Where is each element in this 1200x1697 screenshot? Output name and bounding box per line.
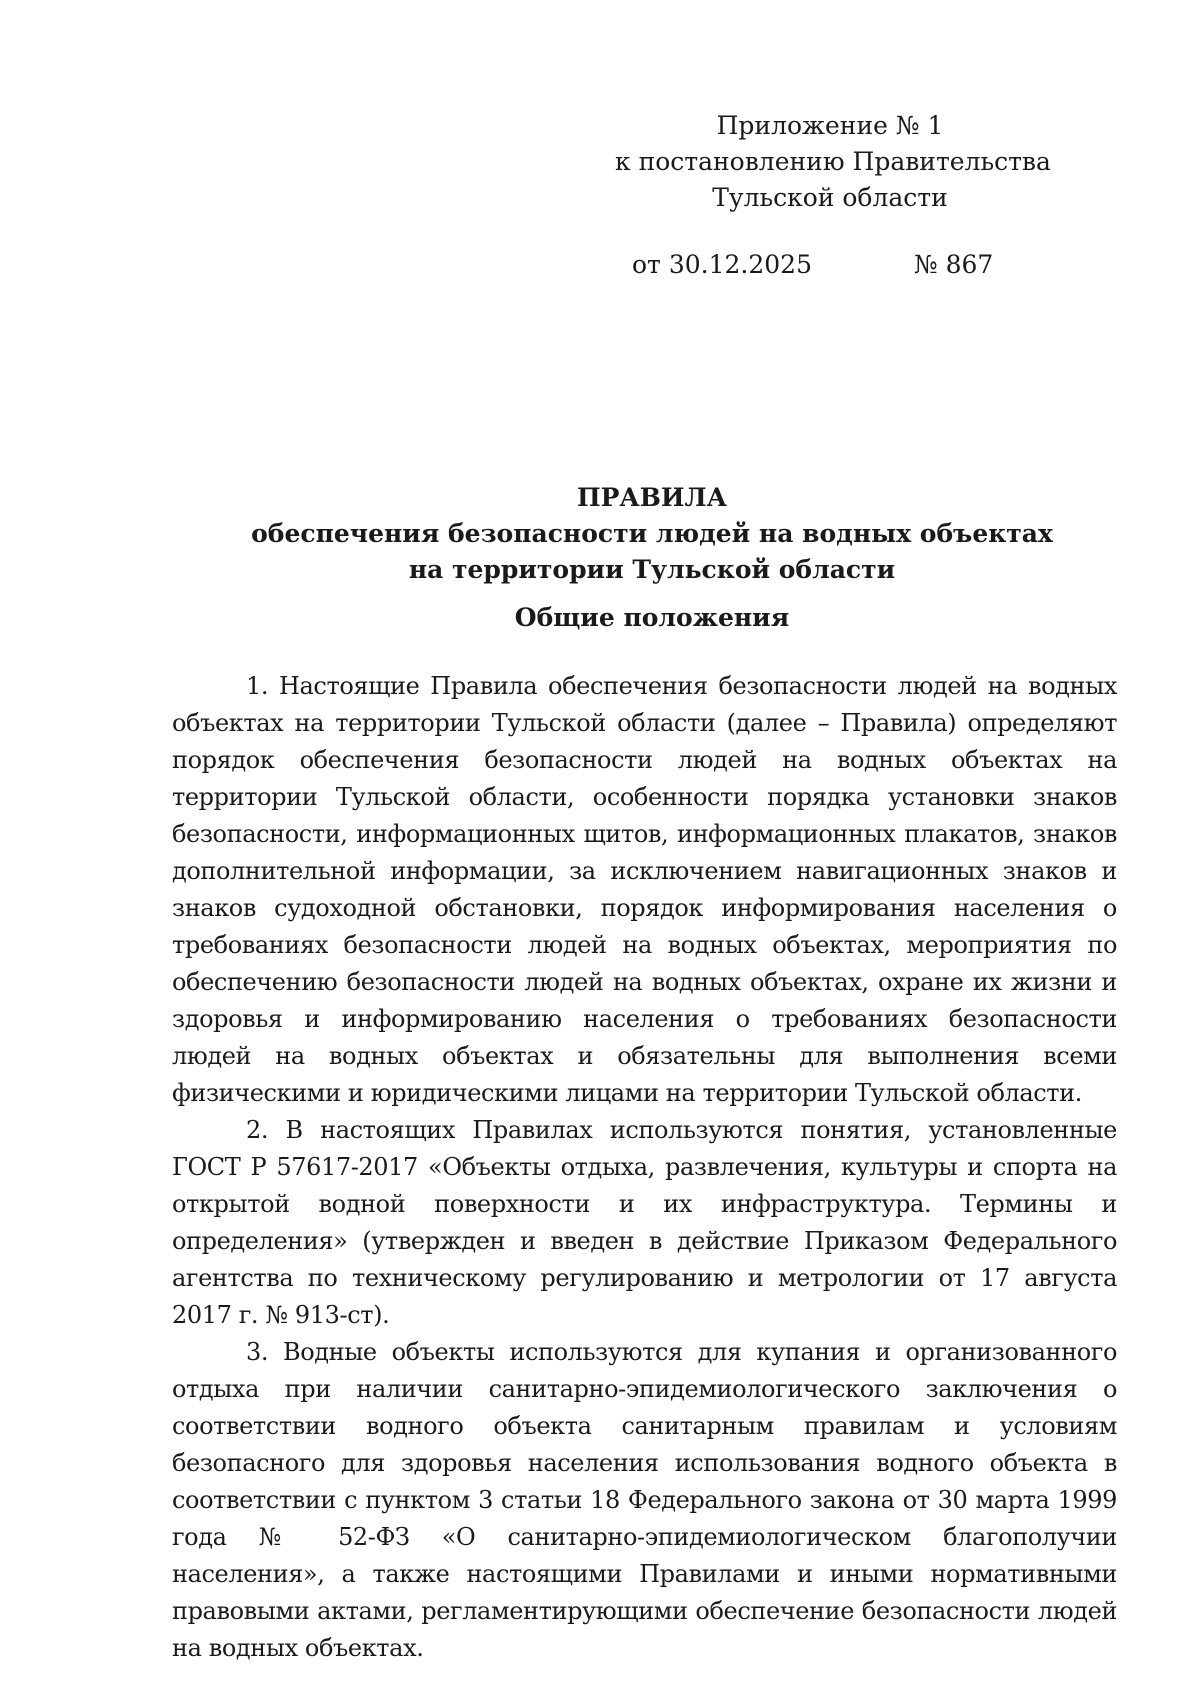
annex-resolution-ref: к постановлению Правительства xyxy=(615,147,1051,176)
document-title xyxy=(172,480,1132,588)
title-heading: ПРАВИЛА xyxy=(577,483,727,512)
annex-region: Тульской области xyxy=(712,183,948,212)
resolution-date-line xyxy=(632,247,1032,283)
annex-number: Приложение № 1 xyxy=(716,111,944,140)
section-heading: Общие положения xyxy=(514,603,790,632)
paragraph-2: 2. В настоящих Правилах используются понятия, установленные ГОСТ Р 57617-2017 «Объекты отдыха, развлечения, культуры и спорта на открытой водной поверхности и их инфраструктура. Термины и определения» (утвержден и введен в действие Приказом Федерального агентства по техническому регулированию и метрологии от 17 августа 2017 г. № 913-ст). xyxy=(172,1116,1117,1329)
annex-header xyxy=(615,108,1051,216)
paragraph-3: 3. Водные объекты используются для купания и организованного отдыха при наличии санитарно-эпидемиологического заключения о соответствии водного объекта санитарным правилам и условиям безопасного для здоровья населения использования водного объекта в соответствии с пунктом 3 статьи 18 Федерального закона от 30 марта 1999 года № 52-ФЗ «О санитарно-эпидемиологическом благополучии населения», а также настоящими Правилами и иными нормативными правовыми актами, регламентирующими обеспечение безопасности людей на водных объектах. xyxy=(172,1338,1117,1662)
title-subtitle-line-1: обеспечения безопасности людей на водных объектах xyxy=(251,519,1053,548)
resolution-number: № 867 xyxy=(914,250,994,279)
paragraph-1: 1. Настоящие Правила обеспечения безопасности людей на водных объектах на территории Тульской области (далее – Правила) определяют порядок обеспечения безопасности людей на водных объектах на территории Тульской области, особенности порядка установки знаков безопасности, информационных щитов, информационных плакатов, знаков дополнительной информации, за исключением навигационных знаков и знаков судоходной обстановки, порядок информирования населения о требованиях безопасности людей на водных объектах, мероприятия по обеспечению безопасности людей на водных объектах, охране их жизни и здоровья и информированию населения о требованиях безопасности людей на водных объектах и обязательны для выполнения всеми физическими и юридическими лицами на территории Тульской области. xyxy=(172,672,1117,1107)
resolution-date: от 30.12.2025 xyxy=(632,250,812,279)
document-body xyxy=(172,668,1117,1667)
title-subtitle-line-2: на территории Тульской области xyxy=(408,555,896,584)
